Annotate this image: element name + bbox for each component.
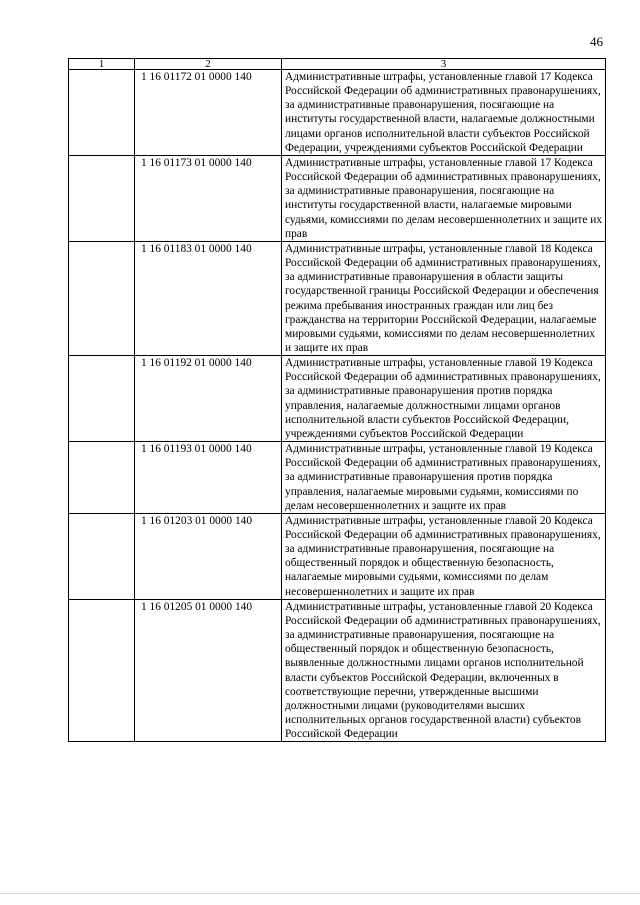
table-row [69,241,606,355]
page-bottom-divider [0,893,640,894]
description-cell: Административные штрафы, установленные главой 19 Кодекса Российской Федерации об административных правонарушениях, за административные правонарушения против порядка управления, налагаемые должностными лицами органов исполнительной власти субъектов Российской Федерации, учреждениями субъектов Российской Федерации [282,356,606,442]
description-cell: Административные штрафы, установленные главой 17 Кодекса Российской Федерации об административных правонарушениях, за административные правонарушения, посягающие на институты государственной власти, налагаемые должностными лицами органов исполнительной власти субъектов Российской Федерации, учреждениями субъектов Российской Федерации [282,70,606,156]
description-cell: Административные штрафы, установленные главой 17 Кодекса Российской Федерации об административных правонарушениях, за административные правонарушения, посягающие на институты государственной власти, налагаемые мировыми судьями, комиссиями по делам несовершеннолетних и защите их прав [282,155,606,241]
budget-code-cell: 1 16 01172 01 0000 140 [135,70,282,156]
budget-code-cell: 1 16 01203 01 0000 140 [135,513,282,599]
table-row [69,442,606,514]
row-col1-cell [69,599,135,742]
row-col1-cell [69,155,135,241]
table-row [69,356,606,442]
budget-code-cell: 1 16 01192 01 0000 140 [135,356,282,442]
description-cell: Административные штрафы, установленные главой 19 Кодекса Российской Федерации об административных правонарушениях, за административные правонарушения против порядка управления, налагаемые мировыми судьями, комиссиями по делам несовершеннолетних и защите их прав [282,442,606,514]
table-header-row [69,59,606,70]
table-row [69,513,606,599]
income-codes-table [68,58,606,742]
table-row [69,155,606,241]
budget-code-cell: 1 16 01205 01 0000 140 [135,599,282,742]
table-row [69,70,606,156]
row-col1-cell [69,442,135,514]
budget-code-cell: 1 16 01173 01 0000 140 [135,155,282,241]
row-col1-cell [69,356,135,442]
row-col1-cell [69,70,135,156]
description-cell: Административные штрафы, установленные главой 20 Кодекса Российской Федерации об административных правонарушениях, за административные правонарушения, посягающие на общественный порядок и общественную безопасность, налагаемые мировыми судьями, комиссиями по делам несовершеннолетних и защите их прав [282,513,606,599]
header-cell-1: 1 [69,59,135,70]
row-col1-cell [69,513,135,599]
description-cell: Административные штрафы, установленные главой 18 Кодекса Российской Федерации об административных правонарушениях, за административные правонарушения в области защиты государственной границы Российской Федерации и обеспечения режима пребывания иностранных граждан или лиц без гражданства на территории Российской Федерации, налагаемые мировыми судьями, комиссиями по делам несовершеннолетних и защите их прав [282,241,606,355]
page-number: 46 [590,34,603,49]
table-row [69,599,606,742]
budget-code-cell: 1 16 01183 01 0000 140 [135,241,282,355]
budget-code-cell: 1 16 01193 01 0000 140 [135,442,282,514]
header-cell-3: 3 [282,59,606,70]
description-cell: Административные штрафы, установленные главой 20 Кодекса Российской Федерации об административных правонарушениях, за административные правонарушения, посягающие на общественный порядок и общественную безопасность, выявленные должностными лицами органов исполнительной власти субъектов Российской Федерации, включенных в соответствующие перечни, утвержденные высшими должностными лицами (руководителями высших исполнительных органов государственной власти) субъектов Российской Федерации [282,599,606,742]
header-cell-2: 2 [135,59,282,70]
row-col1-cell [69,241,135,355]
